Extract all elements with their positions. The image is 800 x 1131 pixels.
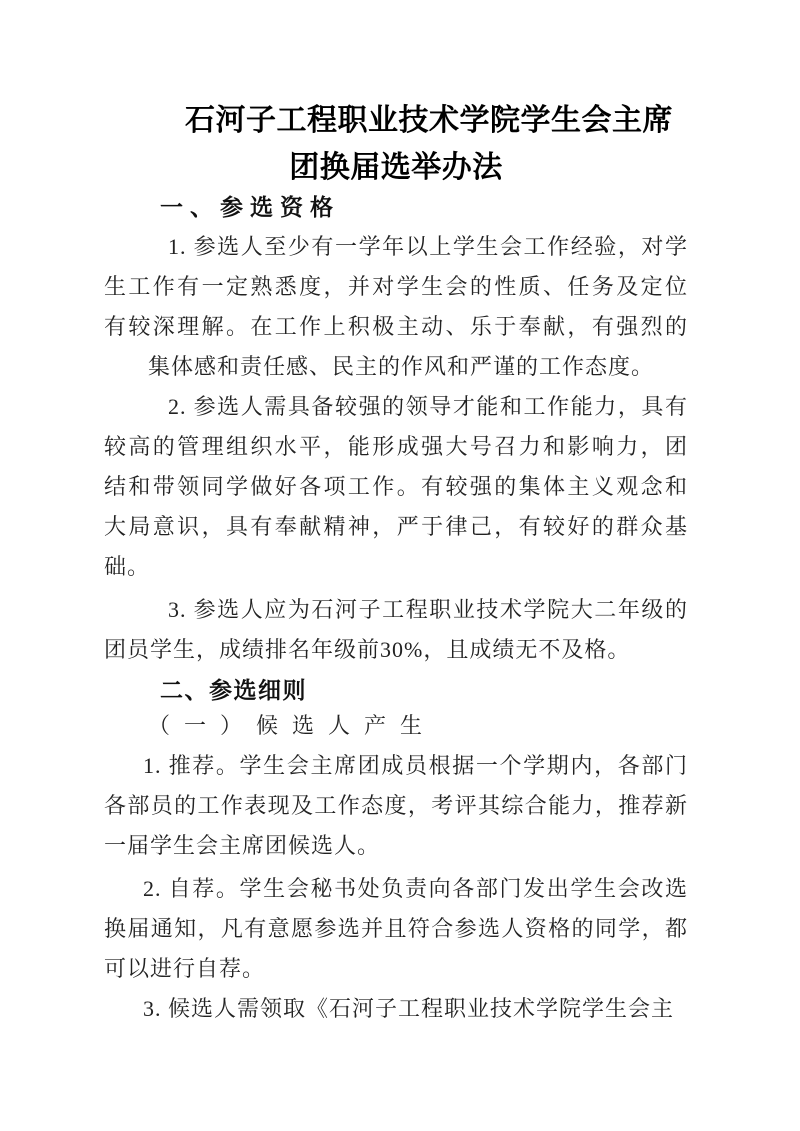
paragraph-candidate-form bbox=[104, 989, 688, 1029]
section-1-heading: 一、参选资格 bbox=[160, 194, 340, 220]
paragraph-line: 较高的管理组织水平，能形成强大号召力和影响力，团 bbox=[104, 434, 688, 459]
paragraph-line: 有较深理解。在工作上积极主动、乐于奉献，有强烈的 bbox=[104, 314, 688, 339]
document-content bbox=[104, 0, 688, 1029]
paragraph-line: 3. 候选人需领取《石河子工程职业技术学院学生会主 bbox=[143, 996, 675, 1021]
paragraph-eligibility-3 bbox=[104, 590, 688, 670]
paragraph-line: 1. 推荐。学生会主席团成员根据一个学期内，各部门 bbox=[143, 753, 688, 778]
title-line-1: 石河子工程职业技术学院学生会主席 bbox=[185, 104, 673, 137]
paragraph-line: 集体感和责任感、民主的作风和严谨的工作态度。 bbox=[148, 354, 655, 379]
paragraph-line: 一届学生会主席团候选人。 bbox=[104, 833, 381, 858]
paragraph-line: 2. 自荐。学生会秘书处负责向各部门发出学生会改选 bbox=[143, 876, 688, 901]
title-line-2: 团换届选举办法 bbox=[289, 151, 503, 184]
paragraph-line: 团员学生，成绩排名年级前30%，且成绩无不及格。 bbox=[104, 637, 631, 662]
section-2-subheading: （一）候选人产生 bbox=[148, 713, 437, 738]
paragraph-line: 础。 bbox=[104, 554, 151, 579]
paragraph-eligibility-2 bbox=[104, 387, 688, 587]
paragraph-line: 换届通知，凡有意愿参选并且符合参选人资格的同学，都 bbox=[104, 916, 688, 941]
section-2-heading: 二、参选细则 bbox=[160, 677, 307, 703]
paragraph-line: 生工作有一定熟悉度，并对学生会的性质、任务及定位 bbox=[104, 274, 688, 299]
document-title bbox=[104, 97, 688, 191]
paragraph-eligibility-1 bbox=[104, 227, 688, 387]
paragraph-self-recommendation bbox=[104, 869, 688, 989]
paragraph-line: 大局意识，具有奉献精神，严于律己，有较好的群众基 bbox=[104, 514, 688, 539]
paragraph-line: 3. 参选人应为石河子工程职业技术学院大二年级的 bbox=[168, 597, 688, 622]
paragraph-recommendation bbox=[104, 746, 688, 866]
paragraph-line: 1. 参选人至少有一学年以上学生会工作经验，对学 bbox=[168, 234, 688, 259]
paragraph-line: 结和带领同学做好各项工作。有较强的集体主义观念和 bbox=[104, 474, 688, 499]
paragraph-line: 可以进行自荐。 bbox=[104, 956, 266, 981]
paragraph-line: 各部员的工作表现及工作态度，考评其综合能力，推荐新 bbox=[104, 793, 688, 818]
paragraph-line: 2. 参选人需具备较强的领导才能和工作能力，具有 bbox=[168, 394, 688, 419]
